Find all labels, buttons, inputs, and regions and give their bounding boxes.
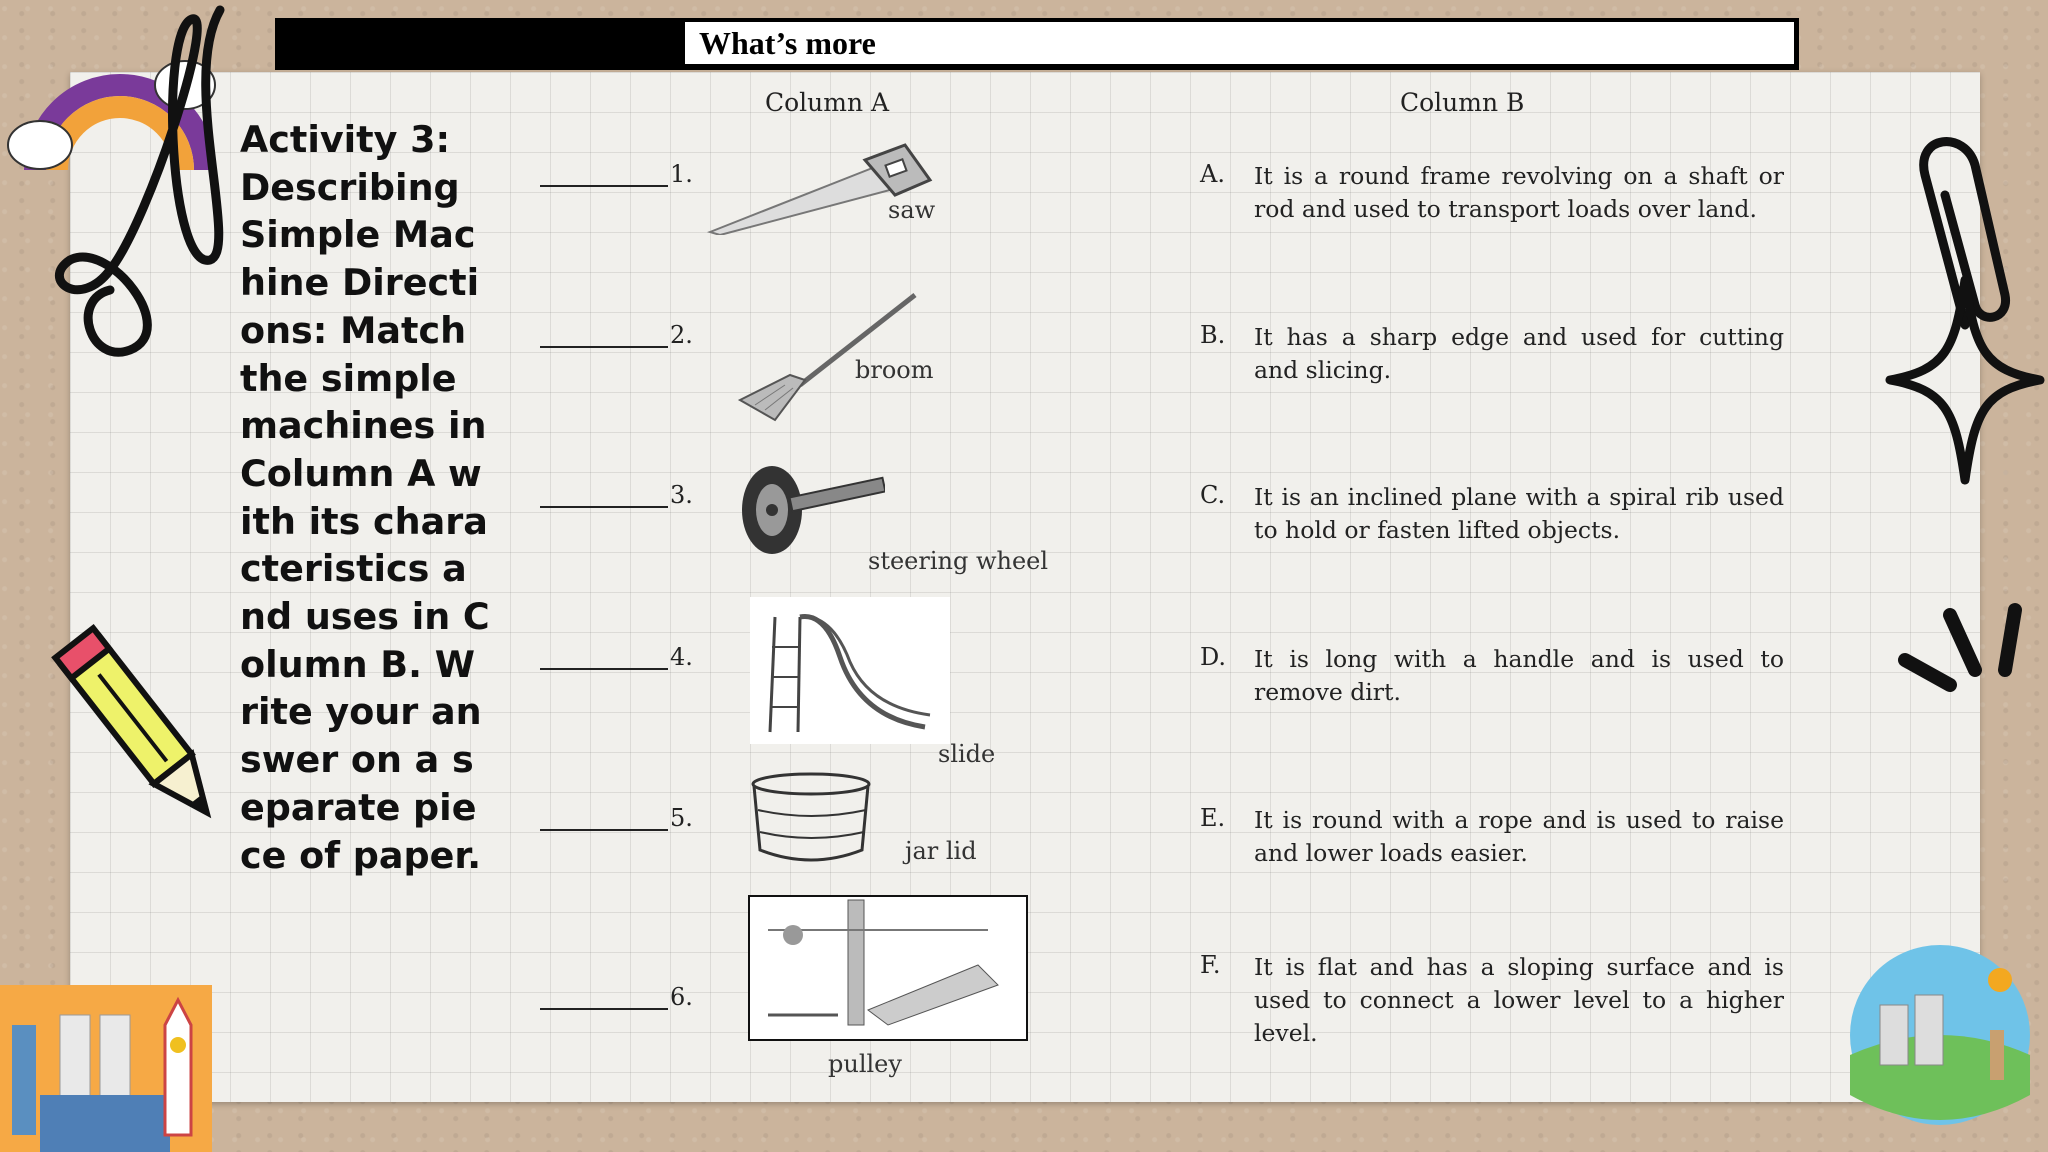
answer-blank-1[interactable] — [540, 185, 668, 187]
choice-letter-e: E. — [1200, 804, 1226, 832]
sparkle-icon — [1885, 270, 2045, 490]
city-icon — [0, 985, 212, 1152]
item-number-6: 6. — [670, 983, 693, 1011]
choice-text-c: It is an inclined plane with a spiral rib used to hold or fasten lifted objects. — [1254, 483, 1784, 544]
choice-letter-b: B. — [1200, 321, 1226, 349]
column-a-heading: Column A — [765, 88, 890, 117]
earth-icon — [1840, 935, 2040, 1135]
answer-blank-5[interactable] — [540, 829, 668, 831]
answer-blank-3[interactable] — [540, 506, 668, 508]
activity-instructions: Activity 3: Describing Simple Machine Directions: Match the simple machines in Column A with its characteristics and uses in Column B. Write your answer on a separate piece of paper. — [240, 118, 490, 877]
item-label-6: pulley — [828, 1050, 902, 1078]
pulley-icon — [748, 895, 1028, 1041]
item-number-2: 2. — [670, 321, 693, 349]
choice-letter-f: F. — [1200, 951, 1221, 979]
steering-wheel-icon — [735, 460, 885, 560]
item-number-5: 5. — [670, 804, 693, 832]
answer-blank-2[interactable] — [540, 346, 668, 348]
item-number-3: 3. — [670, 481, 693, 509]
item-label-4: slide — [938, 740, 996, 768]
scribble-icon — [20, 0, 240, 370]
item-number-1: 1. — [670, 160, 693, 188]
item-label-5: jar lid — [905, 837, 977, 865]
answer-blank-6[interactable] — [540, 1008, 668, 1010]
item-number-4: 4. — [670, 643, 693, 671]
choice-letter-a: A. — [1200, 160, 1225, 188]
accent-lines-icon — [1890, 600, 2030, 710]
choice-text-d: It is long with a handle and is used to remove dirt. — [1254, 645, 1784, 706]
choice-text-a: It is a round frame revolving on a shaft or rod and used to transport loads over land. — [1254, 162, 1784, 223]
choice-text-b: It has a sharp edge and used for cutting and slicing. — [1254, 323, 1784, 384]
item-label-2: broom — [855, 356, 934, 384]
choice-letter-c: C. — [1200, 481, 1226, 509]
choice-text-f: It is flat and has a sloping surface and is used to connect a lower level to a higher level. — [1254, 953, 1784, 1047]
item-label-3: steering wheel — [868, 547, 1049, 575]
choice-letter-d: D. — [1200, 643, 1227, 671]
item-label-1: saw — [888, 196, 936, 224]
choice-text-e: It is round with a rope and is used to raise and lower loads easier. — [1254, 806, 1784, 867]
pencil-icon — [40, 620, 250, 860]
page-title: What’s more — [683, 20, 1796, 66]
slide-icon — [750, 597, 950, 744]
answer-blank-4[interactable] — [540, 668, 668, 670]
jar-lid-icon — [748, 770, 878, 870]
column-b-heading: Column B — [1400, 88, 1525, 117]
